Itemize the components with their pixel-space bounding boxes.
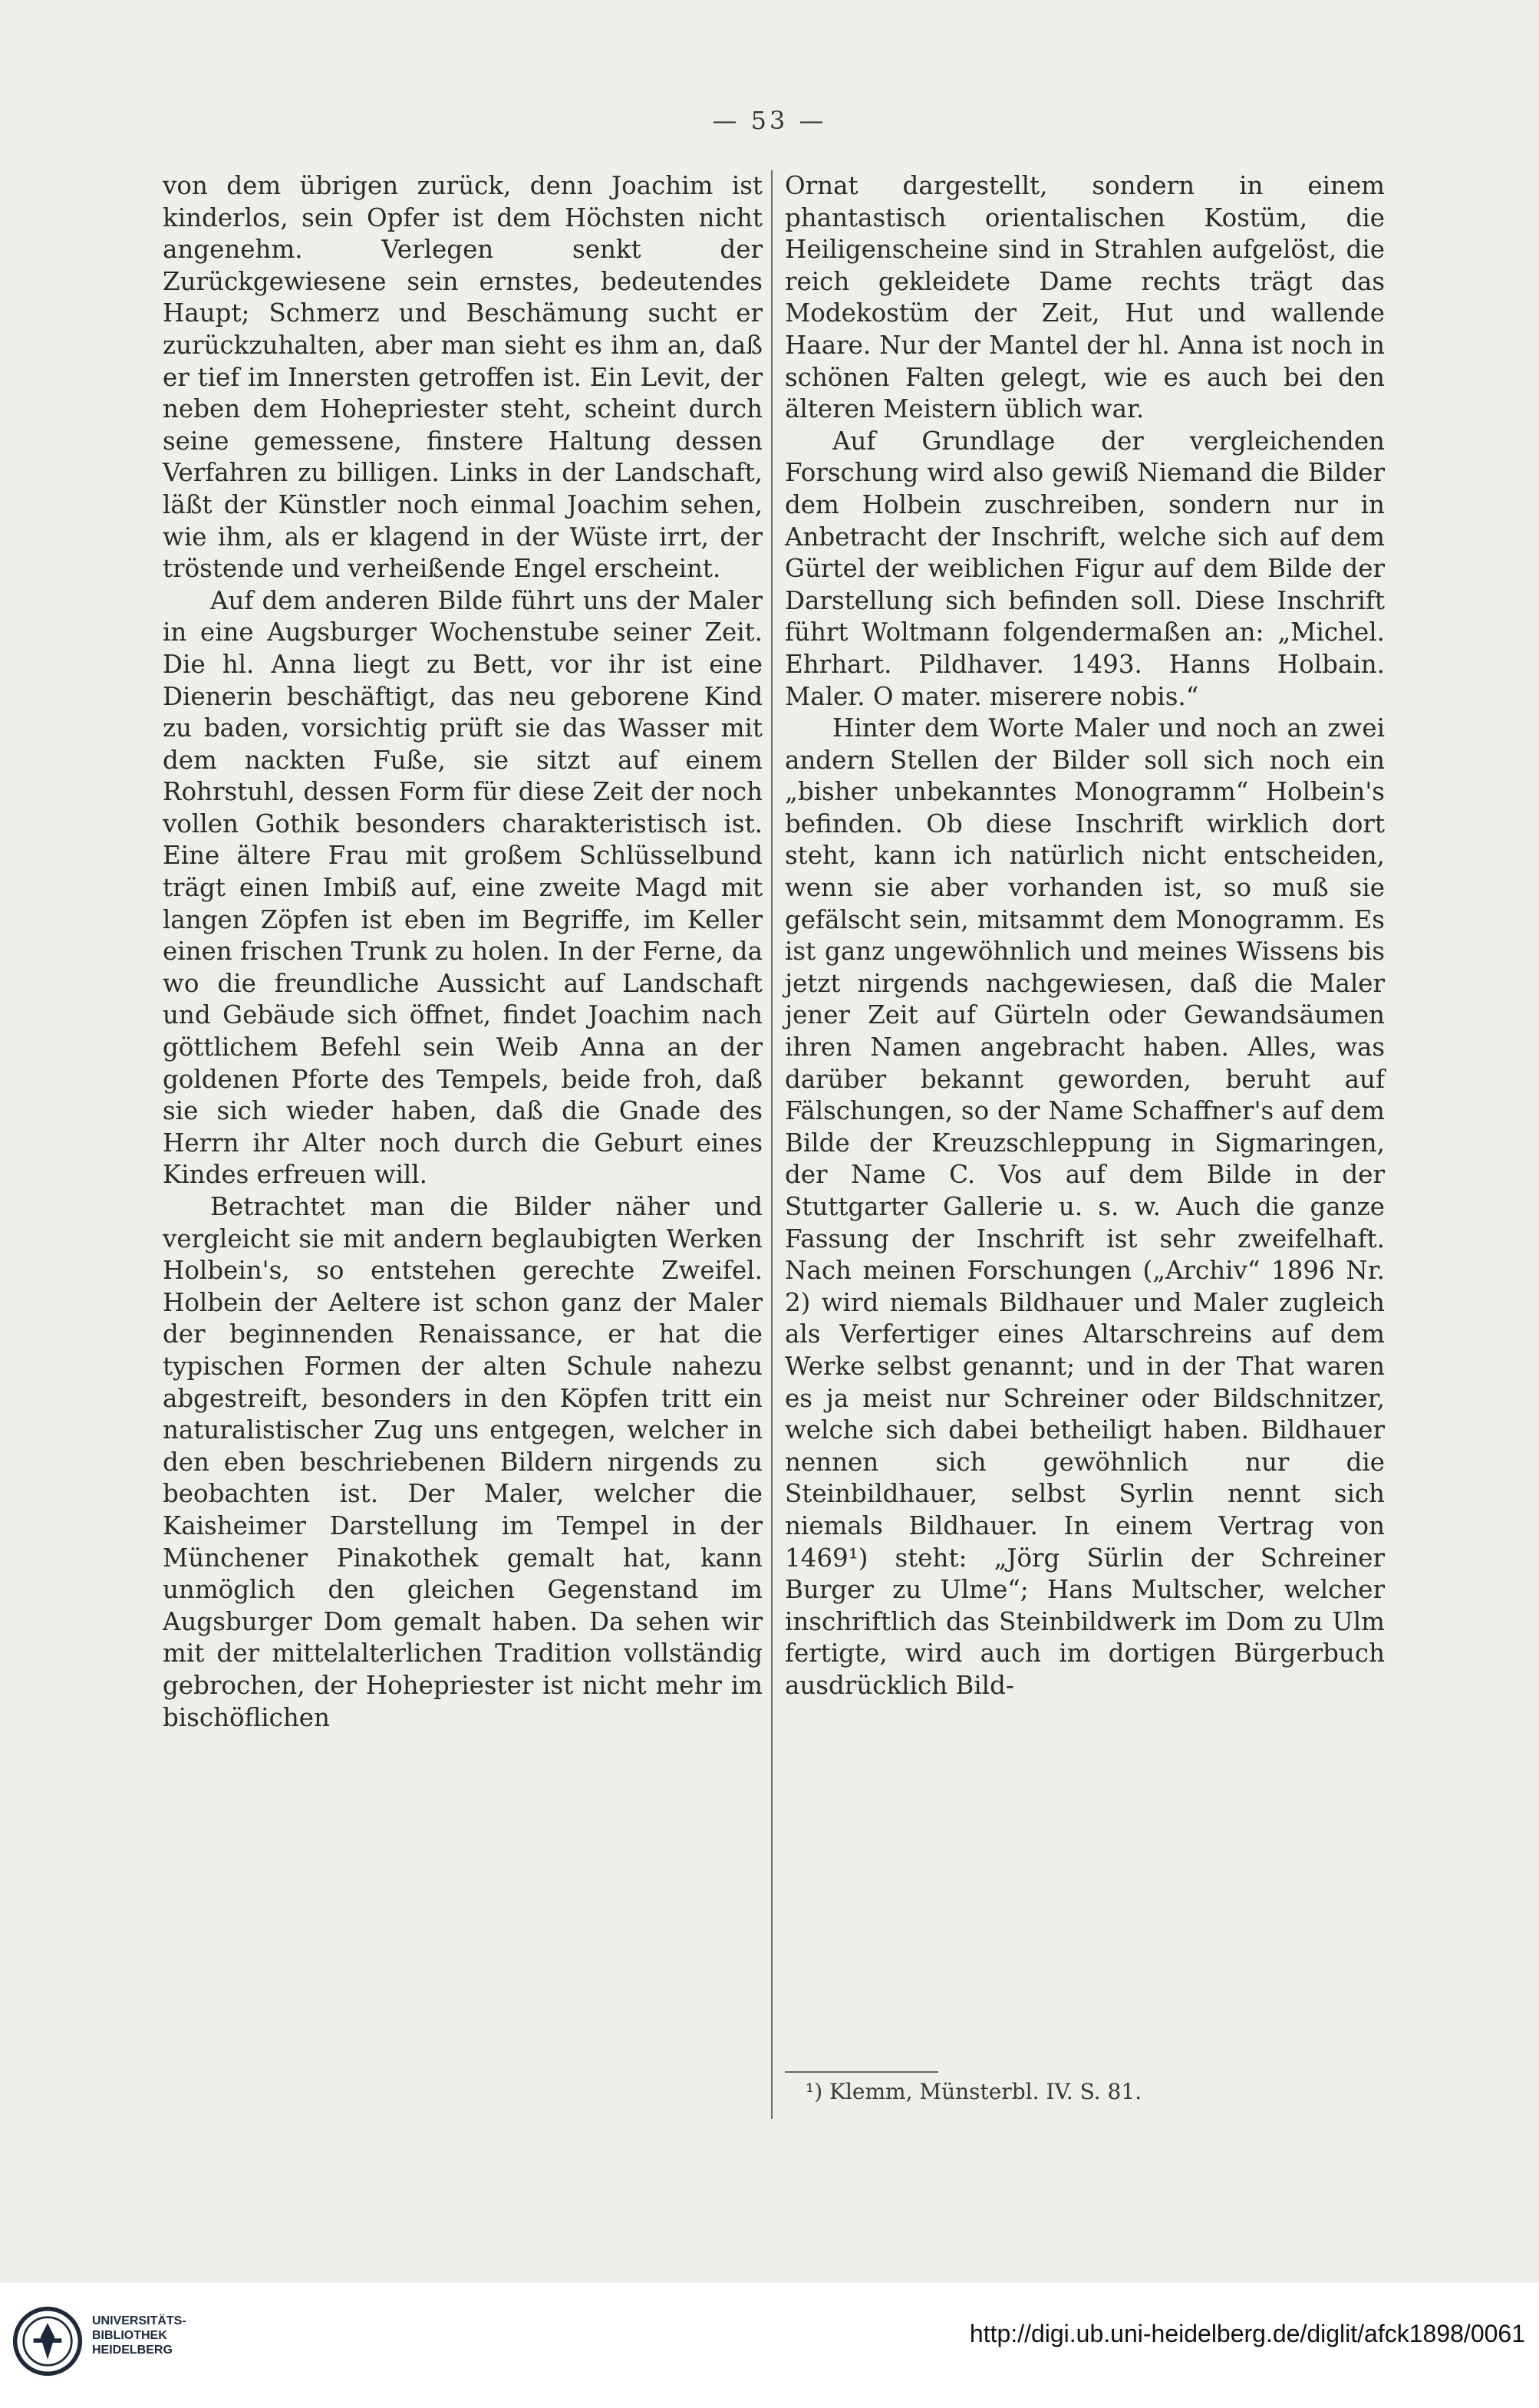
- footnote: ¹) Klemm, Münsterbl. IV. S. 81.: [806, 2079, 1142, 2104]
- paragraph: von dem übrigen zurück, denn Joachim ist kinderlos, sein Opfer ist dem Höchsten nicht angenehm. Verlegen senkt der Zurückgewiesene sein ernstes, bedeutendes Haupt; Schmerz und Beschämung sucht er zurückzuhalten, aber man sieht es ihm an, daß er tief im Innersten getroffen ist. Ein Levit, der neben dem Hohepriester steht, scheint durch seine gemessene, finstere Haltung dessen Verfahren zu billigen. Links in der Landschaft, läßt der Künstler noch einmal Joachim sehen, wie ihm, als er klagend in der Wüste irrt, der tröstende und verheißende Engel erscheint.: [163, 171, 763, 584]
- left-column: [163, 170, 763, 1734]
- right-column: [785, 170, 1385, 1702]
- university-seal-icon: [12, 2306, 83, 2377]
- library-name: UNIVERSITÄTS- BIBLIOTHEK HEIDELBERG: [92, 2314, 186, 2357]
- paragraph: Ornat dargestellt, sondern in einem phantastisch orientalischen Kostüm, die Heiligenscheine sind in Strahlen aufgelöst, die reich gekleidete Dame rechts trägt das Modekostüm der Zeit, Hut und wallende Haare. Nur der Mantel der hl. Anna ist noch in schönen Falten gelegt, wie es auch bei den älteren Meistern üblich war.: [785, 171, 1385, 424]
- paragraph: Betrachtet man die Bilder näher und vergleicht sie mit andern beglaubigten Werken Holbein's, so entstehen gerechte Zweifel. Holbein der Aeltere ist schon ganz der Maler der beginnenden Renaissance, er hat die typischen Formen der alten Schule nahezu abgestreift, besonders in den Köpfen tritt ein naturalistischer Zug uns entgegen, welcher in den eben beschriebenen Bildern nirgends zu beobachten ist. Der Maler, welcher die Kaisheimer Darstellung im Tempel in der Münchener Pinakothek gemalt hat, kann unmöglich den gleichen Gegenstand im Augsburger Dom gemalt haben. Da sehen wir mit der mittelalterlichen Tradition vollständig gebrochen, der Hohepriester ist nicht mehr im bischöflichen: [163, 1192, 763, 1732]
- paragraph: Auf dem anderen Bilde führt uns der Maler in eine Augsburger Wochenstube seiner Zeit. Die hl. Anna liegt zu Bett, vor ihr ist eine Dienerin beschäftigt, das neu geborene Kind zu baden, vorsichtig prüft sie das Wasser mit dem nackten Fuße, sie sitzt auf einem Rohrstuhl, dessen Form für diese Zeit der noch vollen Gothik besonders charakteristisch ist. Eine ältere Frau mit großem Schlüsselbund trägt einen Imbiß auf, eine zweite Magd mit langen Zöpfen ist eben im Begriffe, im Keller einen frischen Trunk zu holen. In der Ferne, da wo die freundliche Aussicht auf Landschaft und Gebäude sich öffnet, findet Joachim nach göttlichem Befehl sein Weib Anna an der goldenen Pforte des Tempels, beide froh, daß sie sich wieder haben, daß die Gnade des Herrn ihr Alter noch durch die Geburt eines Kindes erfreuen will.: [163, 585, 763, 1190]
- paragraph: Hinter dem Worte Maler und noch an zwei andern Stellen der Bilder soll sich noch ein „bisher unbekanntes Monogramm“ Holbein's befinden. Ob diese Inschrift wirklich dort steht, kann ich natürlich nicht entscheiden, wenn sie aber vorhanden ist, so muß sie gefälscht sein, mitsammt dem Monogramm. Es ist ganz ungewöhnlich und meines Wissens bis jetzt nirgends nachgewiesen, daß die Maler jener Zeit auf Gürteln oder Gewandsäumen ihren Namen angebracht haben. Alles, was darüber bekannt geworden, beruht auf Fälschungen, so der Name Schaffner's auf dem Bilde der Kreuzschleppung in Sigmaringen, der Name C. Vos auf dem Bilde in der Stuttgarter Gallerie u. s. w. Auch die ganze Fassung der Inschrift ist sehr zweifelhaft. Nach meinen Forschungen („Archiv“ 1896 Nr. 2) wird niemals Bildhauer und Maler zugleich als Verfertiger eines Altarschreins auf dem Werke selbst genannt; und in der That waren es ja meist nur Schreiner oder Bildschnitzer, welche sich dabei betheiligt haben. Bildhauer nennen sich gewöhnlich nur die Steinbildhauer, selbst Syrlin nennt sich niemals Bildhauer. In einem Vertrag von 1469¹) steht: „Jörg Sürlin der Schreiner Burger zu Ulme“; Hans Multscher, welcher inschriftlich das Steinbildwerk im Dom zu Ulm fertigte, wird auch im dortigen Bürgerbuch ausdrücklich Bild-: [785, 713, 1385, 1700]
- source-url-link[interactable]: http://digi.ub.uni-heidelberg.de/diglit/afck1898/0061: [969, 2320, 1525, 2347]
- footer-bar: [0, 2283, 1539, 2408]
- footnote-divider: [785, 2071, 938, 2073]
- column-divider: [771, 170, 773, 2119]
- page-number: — 53 —: [712, 106, 827, 135]
- paragraph: Auf Grundlage der vergleichenden Forschung wird also gewiß Niemand die Bilder dem Holbein zuschreiben, sondern nur in Anbetracht der Inschrift, welche sich auf dem Gürtel der weiblichen Figur auf dem Bilde der Darstellung sich befinden soll. Diese Inschrift führt Woltmann folgendermaßen an: „Michel. Ehrhart. Pildhaver. 1493. Hanns Holbain. Maler. O mater. miserere nobis.“: [785, 426, 1385, 711]
